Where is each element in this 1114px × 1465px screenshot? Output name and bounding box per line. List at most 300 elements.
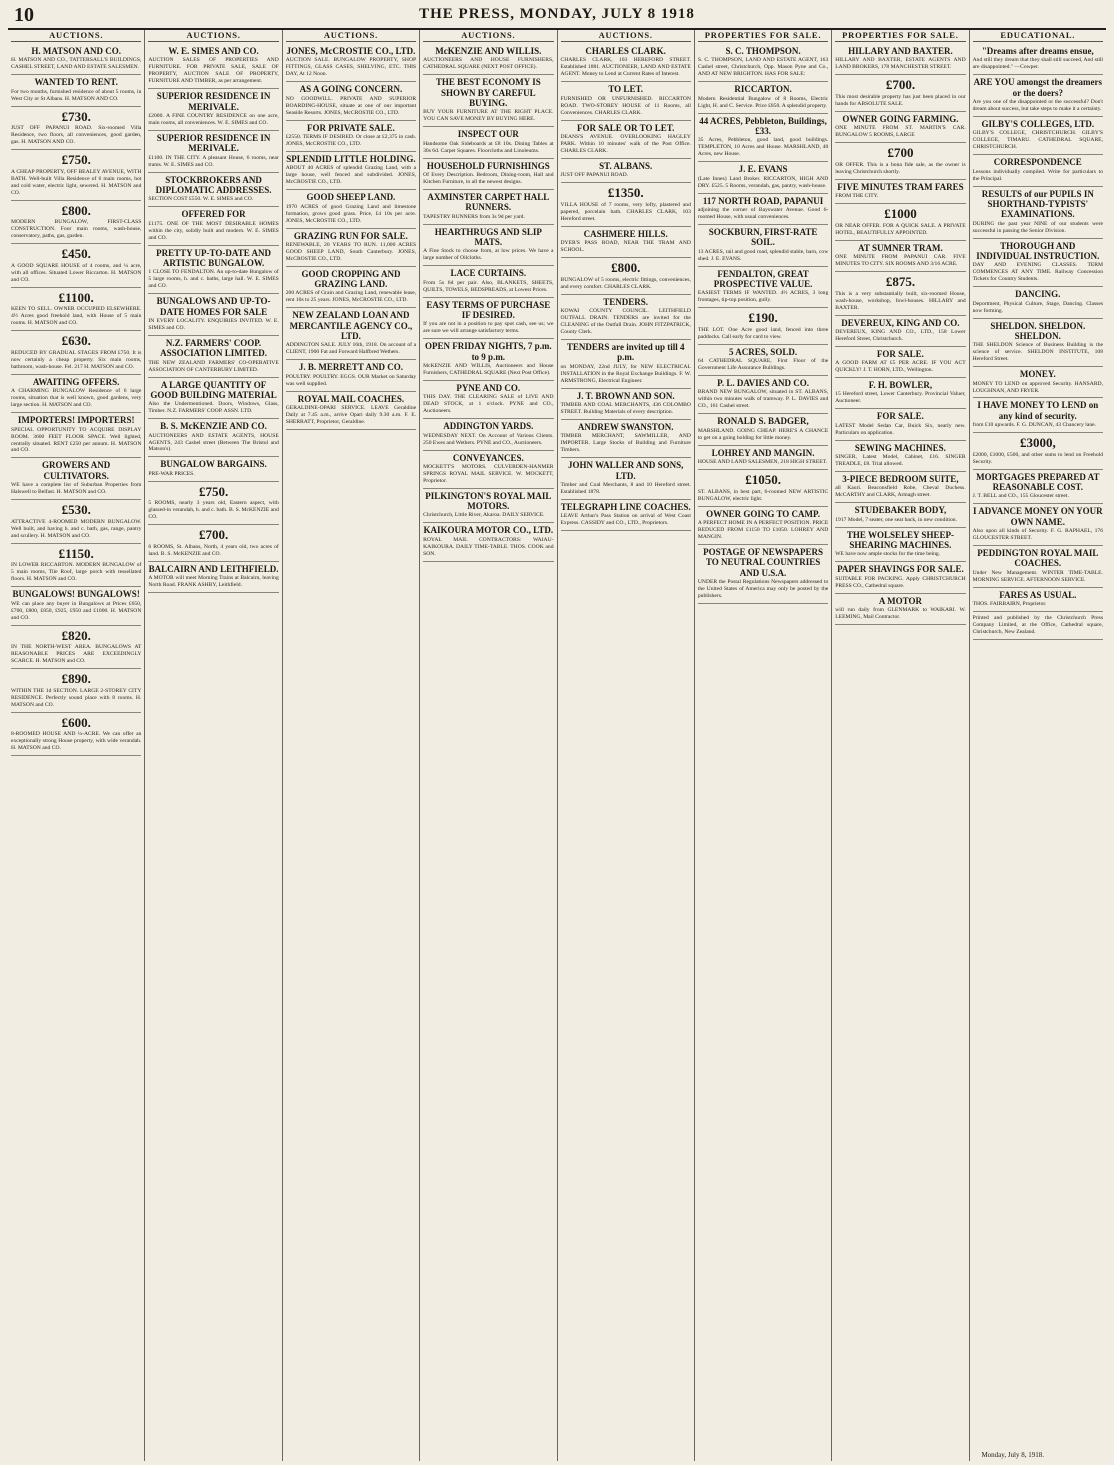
ad-heading: I HAVE MONEY TO LEND on any kind of security. <box>977 400 1099 421</box>
advertisement <box>423 489 553 524</box>
ad-heading: ROYAL MAIL COACHES. <box>297 393 405 404</box>
ad-price: £820. <box>61 627 91 643</box>
ad-heading: HOUSEHOLD FURNISHINGS <box>426 160 550 171</box>
ad-body: For two months, furnished residence of about 5 rooms, in West City or St Albans. H. MATSON AND CO. <box>11 88 142 102</box>
ad-heading: FOR SALE OR TO LET. <box>577 122 675 133</box>
masthead <box>8 4 1106 30</box>
advertisement <box>423 266 553 297</box>
advertisement <box>698 194 828 225</box>
ad-heading: A LARGE QUANTITY OF GOOD BUILDING MATERIAL <box>150 379 277 400</box>
advertisement <box>698 470 828 507</box>
ad-heading: ARE YOU amongst the dreamers or the doers? <box>973 77 1103 98</box>
ad-heading: THE BEST ECONOMY IS SHOWN BY CAREFUL BUYING. <box>435 77 541 108</box>
advertisement <box>835 347 965 378</box>
column-header: AUCTIONS. <box>148 30 278 42</box>
ad-body: TIMBER MERCHANT, SAWMILLER, AND IMPORTER. Large Stocks of Building and Furniture Timbers. <box>560 433 691 454</box>
ad-body: SINGER, Latest Model, Cabinet, £16. SINGER TREADLE, £8. Trial allowed. <box>835 454 966 468</box>
advertisement <box>973 367 1103 398</box>
advertisement <box>11 44 141 75</box>
ad-body: £2550. TERMS IF DESIRED. Or close at £2,375 in cash. JONES, McCROSTIE CO., LTD. <box>285 133 417 147</box>
ad-heading: S. C. THOMPSON. <box>725 46 801 56</box>
ad-body: ONE MINUTE FROM PAPANUI CAR. FIVE MINUTES TO CITY. SIX ROOMS AND 3/16 ACRE. <box>835 253 966 267</box>
advertisement <box>835 441 965 472</box>
ad-body: Are you one of the disappointed or the successful? Don't dream about success, but take steps to make it a certainty. <box>972 99 1103 112</box>
ad-body: DEVEREUX, KING AND CO., LTD., 158 Lower Hereford Street, Christchurch. <box>835 328 966 342</box>
ad-price: £750. <box>198 483 229 499</box>
advertisement <box>423 451 553 489</box>
advertisement <box>423 190 553 225</box>
ad-heading: PEDDINGTON ROYAL MAIL COACHES. <box>977 548 1099 569</box>
ad-body: MOCKETT'S MOTORS. CULVERDEN-HANMER SPRINGS ROYAL MAIL SERVICE. W. MOCKETT, Proprietor. <box>423 463 554 484</box>
ad-heading: PYNE AND CO. <box>456 382 521 393</box>
ad-body: 8-ROOMED HOUSE AND ¼-ACRE. We can offer an exceptionally strong House property, with wide verandah. H. MATSON and CO. <box>11 731 142 752</box>
advertisement <box>11 669 141 713</box>
footer-date: Monday, July 8, 1918. <box>981 1451 1044 1459</box>
ad-body: A Fine Stock to choose from, at low prices. We have a large number of Oilcloths. <box>423 248 554 262</box>
advertisement <box>698 308 828 345</box>
ad-body: WE have a complete list of Suburban Properties from Halswell to Belfast. H. MATSON and CO. <box>11 482 142 496</box>
ad-body: 6 ROOMS, St. Albans, North, 4 years old, two acres of land. B. S. McKENZIE and CO. <box>148 543 279 557</box>
ad-body: UNDER the Postal Regulations Newspapers addressed to the United States of America may only be posted by the publishers. <box>697 578 829 599</box>
ad-heading: HEARTHRUGS AND SLIP MATS. <box>434 226 542 247</box>
ad-body: £1175. ONE OF THE MOST DESIRABLE HOMES within the city, solidly built and modern. W. E. SIMES and CO. <box>148 220 279 241</box>
ad-body: (Late Innes) Land Broker. RICCARTON, HIGH AND DRY. £525. 5 Rooms, verandah, gas, pantry, wash-house. <box>697 175 829 189</box>
ad-body: A GOOD SQUARE HOUSE of 4 rooms, and ¼ acre, with all offices. Situated Lower Riccarton. H. MATSON and CO. <box>11 262 142 283</box>
ad-body: THE LOT. One Acre good land, fenced into three paddocks. Call early for card to view. <box>697 326 829 340</box>
advertisement <box>973 319 1103 368</box>
advertisement <box>973 187 1103 239</box>
ad-body: KEEN TO SELL. OWNER OCCUPIED ELSEWHERE. 4½ Acres good freehold land, with House of 5 main rooms. H. MATSON and CO. <box>11 306 142 327</box>
ad-body: FROM THE CITY. <box>835 193 879 200</box>
ad-heading: AS A GOING CONCERN. <box>299 84 403 95</box>
ad-body: IN THE NORTH-WEST AREA. BUNGALOWS AT REASONABLE PRICES ARE EXCEEDINGLY SCARCE. H. MATSON and CO. <box>11 644 142 665</box>
advertisement <box>11 107 141 151</box>
ad-body: £2000, £1000, £500, and other sums to lend on Freehold Security. <box>972 451 1103 465</box>
advertisement <box>423 75 553 127</box>
advertisement <box>973 287 1103 318</box>
ad-heading: W. E. SIMES AND CO. <box>168 46 259 56</box>
ad-heading: J. B. MERRETT AND CO. <box>298 362 403 373</box>
ad-body: KOWAI COUNTY COUNCIL. LEITHFIELD OUTFALL DRAIN. TENDERS are invited for the CLEANING of the Outfall Drain. JOHN FITZPATRICK, County Clerk. <box>560 307 691 335</box>
ad-body: WITHIN THE 1d SECTION. LARGE 2-STOREY CITY RESIDENCE. Perfectly sound place with 8 rooms. H. MATSON and CO. <box>11 687 142 708</box>
ad-price: £800. <box>61 202 91 218</box>
ad-body: SPECIAL OPPORTUNITY TO ACQUIRE DISPLAY ROOM. 3600 FEET FLOOR SPACE. Well lighted, centrally situated. RENT £250 per annum. H. MATSON and CO. <box>11 426 142 454</box>
advertisement <box>286 152 416 190</box>
newspaper-title: THE PRESS, MONDAY, JULY 8 1918 <box>419 6 695 22</box>
column-header: AUCTIONS. <box>11 30 141 42</box>
advertisement <box>561 227 691 258</box>
ad-heading: CHARLES CLARK. <box>585 46 666 56</box>
ad-body: MODERN BUNGALOW, FIRST-CLASS CONSTRUCTION. Four main rooms, wash-house, conservatory, paths, gas, garden. <box>11 219 142 240</box>
advertisement <box>148 457 278 481</box>
ad-heading: AWAITING OFFERS. <box>32 376 120 387</box>
ad-body: GILBY'S COLLEGE, CHRISTCHURCH. GILBY'S COLLEGE, TIMARU. CATHEDRAL SQUARE, CHRISTCHURCH. <box>972 130 1103 151</box>
advertisement <box>148 207 278 245</box>
advertisement <box>561 295 691 340</box>
ad-body: TIMBER AND COAL MERCHANTS, 436 COLOMBO STREET. Building Materials of every description. <box>560 401 691 415</box>
ad-heading: SEWING MACHINES. <box>854 442 946 453</box>
ad-body: WEDNESDAY NEXT. On Account of Various Clients. 250 Ewes and Wethers. PYNE and CO., Auctioneers. <box>423 432 554 446</box>
advertisement <box>423 44 553 75</box>
advertisement <box>148 482 278 526</box>
ad-body: 13 ACRES, rail and good road, splendid stable, barn, cow shed. J. E. EVANS. <box>697 248 829 262</box>
advertisement <box>835 562 965 593</box>
ad-heading: BALCAIRN AND LEITHFIELD. <box>148 563 279 574</box>
column-6 <box>694 30 831 1461</box>
ad-heading: TENDERS. <box>603 296 649 307</box>
column-1 <box>8 30 144 1461</box>
ad-body: 200 ACRES of Grain and Grazing Land, renewable lease, rent 10s to 25 years. JONES, McCROSTIE CO., LTD. <box>285 290 417 304</box>
advertisement <box>11 626 141 670</box>
advertisement <box>148 294 278 336</box>
ad-body: OR NEAR OFFER. FOR A QUICK SALE. A PRIVATE HOTEL, BEAUTIFULLY APPOINTED. <box>835 222 966 236</box>
ad-heading: 3-PIECE BEDROOM SUITE, <box>842 474 959 485</box>
ad-heading: GILBY'S COLLEGES, LTD. <box>981 118 1095 129</box>
ad-body: A CHEAP PROPERTY, OFF BEALEY AVENUE, WITH BATH. Well-built Villa Residence of 6 main rooms, hot and cold water, electric light, sewered. H. MATSON and CO. <box>11 168 142 196</box>
advertisement <box>973 117 1103 155</box>
advertisement <box>835 503 965 527</box>
ad-body: ST. ALBANS, in best part, 6-roomed NEW ARTISTIC BUNGALOW, electric light. <box>697 488 829 502</box>
advertisement <box>148 44 278 89</box>
ad-body: THIS DAY. THE CLEARING SALE of LIVE AND DEAD STOCK, at 1 o'clock. PYNE and CO., Auctioneers. <box>423 394 554 415</box>
ad-heading: ST. ALBANS. <box>599 160 653 171</box>
ad-heading: TENDERS are invited up till 4 p.m. <box>566 341 685 363</box>
ad-heading: JOHN WALLER AND SONS, LTD. <box>568 460 684 481</box>
ad-heading: OFFERED FOR <box>181 209 246 220</box>
advertisement <box>973 588 1103 612</box>
advertisement <box>698 545 828 604</box>
advertisement <box>286 82 416 120</box>
advertisement <box>148 336 278 378</box>
advertisement <box>835 472 965 503</box>
ad-price: £730. <box>61 108 91 124</box>
ad-body: IN LOWER RICCARTON. MODERN BUNGALOW of 5 main rooms, Tile Roof, large porch with tessellated floors. H. MATSON and CO. <box>11 562 142 583</box>
ad-body: ATTRACTIVE 4-ROOMED MODERN BUNGALOW. Well built, and having h. and c. bath, gas, range, pantry and scullery. H. MATSON and CO. <box>11 518 142 539</box>
ad-body: MARSHLAND. GOING CHEAP. HERE'S A CHANCE to get on a going holding for little money. <box>697 427 829 441</box>
advertisement <box>561 121 691 159</box>
advertisement <box>835 112 965 143</box>
ad-heading: 5 ACRES, SOLD. <box>729 346 798 357</box>
ad-body: adjoining the corner of Bayswater Avenue. Good 6-roomed House, with usual conveniences. <box>697 206 829 220</box>
ad-heading: J. E. EVANS <box>738 164 788 175</box>
ad-price: £700 <box>887 145 914 161</box>
advertisement <box>973 155 1103 186</box>
ad-body: WE can place any buyer in Bungalows at Prices £650, £700, £800, £850, £925, £950 and £1000. H. MATSON and CO. <box>11 600 142 621</box>
advertisement <box>11 413 141 458</box>
ad-heading: FIVE MINUTES TRAM FARES <box>837 181 964 192</box>
advertisement <box>11 544 141 588</box>
advertisement <box>148 89 278 131</box>
ad-heading: J. T. BROWN AND SON. <box>576 390 675 401</box>
ad-heading: CONVEYANCES. <box>452 452 524 463</box>
ad-body: ONE MINUTE FROM ST. MARTIN'S CAR. BUNGALOW 5 ROOMS, LARGE <box>835 125 966 139</box>
advertisement <box>423 159 553 190</box>
advertisement <box>973 546 1103 588</box>
ad-body: AUCTION SALES OF PROPERTIES AND FURNITURE. FOR PRIVATE SALE, SALE OF PROPERTY, AUCTION SALE OF PROPERTY, FURNITURE AND TIMBER, as per arrangement. <box>148 57 279 85</box>
ad-heading: H. MATSON AND CO. <box>31 46 121 56</box>
ad-heading: SUPERIOR RESIDENCE IN MERIVALE. <box>156 132 271 154</box>
ad-heading: LOHREY AND MANGIN. <box>711 447 815 458</box>
ad-price: £450. <box>61 246 91 262</box>
advertisement <box>835 241 965 272</box>
ad-heading: EASY TERMS OF PURCHASE IF DESIRED. <box>426 299 551 320</box>
ad-body: DAY AND EVENING CLASSES. TERM COMMENCES AT ANY TIME. Railway Concession Tickets for Country Students. <box>972 262 1103 283</box>
ad-heading: RONALD S. BADGER, <box>717 416 809 427</box>
advertisement <box>835 272 965 316</box>
columns <box>8 30 1106 1461</box>
ad-body: THE SHELDON Science of Business Building is the science of service. SHELDON INSTITUTE, 108 Hereford Street. <box>972 342 1103 363</box>
ad-body: ROYAL MAIL CONTRACTORS: WAIAU-KAIKOURA. DAILY TIME-TABLE. THOS. COOK and SON. <box>423 536 554 557</box>
ad-body: Printed and published by the Christchurch Press Company Limited, at the Office, Cathedral square, Christchurch, New Zealand. <box>972 615 1103 635</box>
ad-heading: PILKINGTON'S ROYAL MAIL MOTORS. <box>425 490 552 512</box>
ad-heading: BUNGALOW BARGAINS. <box>160 459 267 470</box>
ad-heading: NEW ZEALAND LOAN AND MERCANTILE AGENCY CO., LTD. <box>289 310 413 342</box>
ad-body: From 5s 6d per pair. Also, BLANKETS, SHEETS, QUILTS, TOWELS, BEDSPREADS, at Lowest Prices. <box>423 279 554 293</box>
advertisement <box>286 392 416 430</box>
advertisement <box>561 340 691 389</box>
advertisement <box>973 398 1103 433</box>
advertisement <box>286 229 416 267</box>
ad-body: HOUSE AND LAND SALESMEN, 218 HIGH STREET. <box>697 459 828 466</box>
advertisement <box>561 458 691 500</box>
ad-price: £1050. <box>745 472 781 487</box>
advertisement <box>835 143 965 180</box>
ad-heading: DANCING. <box>1015 289 1061 300</box>
advertisement <box>698 114 828 163</box>
advertisement <box>698 267 828 309</box>
ad-heading: SOCKBURN, FIRST-RATE SOIL. <box>708 226 818 248</box>
ad-heading: CORRESPONDENCE <box>993 157 1082 168</box>
ad-body: Christchurch, Little River, Akaroa. DAILY SERVICE. <box>423 512 545 519</box>
ad-body: CHARLES CLARK, 103 HEREFORD STREET. Established 1881. AUCTIONEER, LAND AND ESTATE AGENT. Money to Lend at Current Rates of Interest. <box>560 57 691 78</box>
ad-price: £700. <box>885 77 916 93</box>
ad-body: VILLA HOUSE of 7 rooms, very lofty, plastered and papered, porcelain bath. CHARLES CLARK, 103 Hereford street. <box>560 201 691 222</box>
ad-body: ABOUT 40 ACRES of splendid Grazing Land, with a large house, well fenced and subdivided. JONES, McCROSTIE CO., LTD. <box>285 165 417 186</box>
ad-body: 64 CATHEDRAL SQUARE, First Floor of the Government Life Assurance Buildings. <box>697 358 829 372</box>
ad-heading: PRETTY UP-TO-DATE AND ARTISTIC BUNGALOW. <box>156 247 271 268</box>
ad-heading: F. H. BOWLER, <box>868 380 933 391</box>
ad-heading: FOR SALE. <box>876 348 924 359</box>
ad-body: Deportment, Physical Culture, Stage, Dancing. Classes now forming. <box>972 300 1103 314</box>
ad-body: A GOOD FARM AT £5 PER ACRE. IF YOU ACT QUICKLY! J. T. HORN, LTD., Wellington. <box>835 360 966 374</box>
ad-body: MONEY TO LEND on approved Security. HANSARD, LOUGHNAN, AND FRYER. <box>972 380 1103 394</box>
advertisement <box>835 316 965 347</box>
ad-heading: POSTAGE OF NEWSPAPERS TO NEUTRAL COUNTRIES AND U.S.A. <box>703 546 823 578</box>
ad-heading: GROWERS AND CULTIVATORS. <box>42 460 111 481</box>
column-4 <box>419 30 556 1461</box>
ad-body: PRE-WAR PRICES. <box>148 470 195 477</box>
advertisement <box>11 713 141 757</box>
ad-heading: P. L. DAVIES AND CO. <box>717 378 809 389</box>
ad-body: If you are not in a position to pay spot cash, see us; we are sure we will arrange satisfactory terms. <box>423 321 554 335</box>
advertisement <box>973 504 1103 546</box>
column-header: PROPERTIES FOR SALE. <box>835 30 965 42</box>
advertisement <box>561 389 691 420</box>
ad-heading: MORTGAGES PREPARED AT REASONABLE COST. <box>976 471 1100 493</box>
ad-heading: CASHMERE HILLS. <box>583 228 668 239</box>
advertisement <box>11 288 141 332</box>
ad-heading: FOR SALE. <box>876 411 924 422</box>
ad-price: £875. <box>885 273 916 289</box>
ad-heading: AT SUMNER TRAM. <box>858 242 943 253</box>
ad-price: £800. <box>611 260 641 276</box>
advertisement <box>11 150 141 201</box>
ad-body: RENEWABLE, 20 YEARS TO RUN. 11,000 ACRES GOOD SHEEP LAND, South Canterbury. JONES, McCROSTIE CO., LTD. <box>285 241 417 262</box>
column-3 <box>282 30 419 1461</box>
advertisement <box>286 308 416 360</box>
ad-heading: IMPORTERS! IMPORTERS! <box>17 415 135 426</box>
ad-heading: TO LET. <box>608 84 644 95</box>
ad-heading: JONES, McCROSTIE CO., LTD. <box>286 46 416 56</box>
column-5 <box>557 30 694 1461</box>
ad-body: Under New Management. WINTER TIME-TABLE. MORNING SERVICE. AFTERNOON SERVICE. <box>972 569 1103 583</box>
ad-heading: BUNGALOWS AND UP-TO-DATE HOMES FOR SALE <box>156 296 271 317</box>
advertisement <box>286 44 416 82</box>
ad-body: £1100. IN THE CITY. A pleasant House, 6 rooms, near trams. W. E. SIMES and CO. <box>148 154 279 168</box>
ad-body: on MONDAY, 22nd JULY, for NEW ELECTRICAL INSTALLATION in the Royal Exchange Buildings. F. W. ARMSTRONG, Electrical Engineer. <box>560 363 691 384</box>
ad-heading: GOOD SHEEP LAND. <box>306 192 396 203</box>
ad-body: 5 ROOMS, nearly 3 years old, Eastern aspect, with glassed-in verandah, h. and c. bath. B. S. McKENZIE and CO. <box>148 500 279 521</box>
advertisement <box>698 414 828 445</box>
ad-body: THE NEW ZEALAND FARMERS' CO-OPERATIVE ASSOCIATION OF CANTERBURY LIMITED. <box>148 359 279 373</box>
advertisement <box>561 258 691 295</box>
advertisement <box>698 162 828 193</box>
ad-body: And still they dream that they shall still succeed, And still are disappointed." —Cowper. <box>972 57 1103 71</box>
ad-price: £1000 <box>884 206 917 222</box>
advertisement <box>698 507 828 545</box>
advertisement <box>835 204 965 241</box>
advertisement <box>973 433 1103 470</box>
ad-heading: STOCKBROKERS AND DIPLOMATIC ADDRESSES. <box>155 174 272 195</box>
advertisement <box>148 378 278 420</box>
advertisement <box>835 180 965 204</box>
ad-body: Also the Undermentioned. Doors, Windows, Glass, Timber. N.Z. FARMERS' COOP. ASSN. LTD. <box>148 401 279 415</box>
advertisement <box>148 246 278 295</box>
advertisement <box>698 376 828 414</box>
ad-price: £190. <box>748 310 778 326</box>
ad-price: £530. <box>61 502 91 518</box>
advertisement <box>973 75 1103 117</box>
ad-body: OR OFFER. This is a bona fide sale, as the owner is leaving Christchurch shortly. <box>835 161 966 175</box>
ad-body: Also upon all kinds of Security. F. G. RAPHAEL, 176 GLOUCESTER STREET. <box>972 528 1103 542</box>
ad-price: £1350. <box>607 185 644 201</box>
ad-heading: SPLENDID LITTLE HOLDING. <box>286 153 416 164</box>
ad-price: £630. <box>61 333 91 349</box>
advertisement <box>561 420 691 458</box>
ad-heading: AXMINSTER CARPET HALL RUNNERS. <box>427 191 550 213</box>
ad-heading: OWNER GOING FARMING. <box>842 113 959 124</box>
advertisement <box>148 562 278 593</box>
ad-heading: 117 NORTH ROAD, PAPANUI <box>702 195 824 206</box>
column-header: EDUCATIONAL. <box>973 30 1103 42</box>
ad-price: £3000, <box>1019 435 1056 451</box>
advertisement <box>835 44 965 75</box>
ad-heading: I ADVANCE MONEY ON YOUR OWN NAME. <box>972 506 1103 527</box>
ad-body: EASIEST TERMS IF WANTED. 4½ ACRES, 3 long frontages, tip-top position, gully. <box>697 290 829 304</box>
advertisement <box>835 75 965 112</box>
ad-body: DYER'S PASS ROAD, NEAR THE TRAM AND SCHOOL. <box>560 240 691 254</box>
ad-heading: LACE CURTAINS. <box>450 268 527 279</box>
advertisement <box>973 470 1103 505</box>
ad-heading: RESULTS of our PUPILS IN SHORTHAND-TYPISTS' EXAMINATIONS. <box>981 188 1094 220</box>
ad-heading: TELEGRAPH LINE COACHES. <box>560 501 691 512</box>
ad-body: FURNISHED OR UNFURNISHED. RICCARTON ROAD. TWO-STOREY HOUSE of 11 Rooms, all Conveniences. CHARLES CLARK. <box>560 95 691 116</box>
column-2 <box>144 30 281 1461</box>
ad-heading: GOOD CROPPING AND GRAZING LAND. <box>301 268 401 290</box>
ad-heading: INSPECT OUR <box>457 129 519 140</box>
ad-body: BUY YOUR FURNITURE AT THE RIGHT PLACE. YOU CAN SAVE MONEY BY BUYING HERE. <box>423 109 554 123</box>
ad-price: £1100. <box>58 289 94 305</box>
ad-price: £750. <box>61 152 91 168</box>
ad-body: SUITABLE FOR PACKING. Apply CHRISTCHURCH PRESS CO., Cathedral square. <box>835 575 966 589</box>
advertisement <box>148 131 278 173</box>
ad-body: Timber and Coal Merchants, 8 and 10 Hereford street. Established 1878. <box>560 481 691 495</box>
ad-body: will run daily from GLENMARK to WAIKARI. W. LEEMING, Mail Contractor. <box>835 607 966 621</box>
ad-heading: SHELDON. SHELDON. SHELDON. <box>990 320 1086 341</box>
ad-body: S. C. THOMPSON, LAND AND ESTATE AGENT, 163 Cashel street, Christchurch, Opp. Mason Pyne and Co., AND AT NEW BRIGHTON. HAS FOR SALE: <box>697 57 829 78</box>
ad-body: AUCTIONEERS AND ESTATE AGENTS, HOUSE AGENTS, 243 Cashel street (Between The Bristol and Matson's). <box>148 432 279 453</box>
advertisement <box>561 183 691 227</box>
ad-heading: OWNER GOING TO CAMP. <box>706 508 820 519</box>
advertisement <box>286 190 416 228</box>
advertisement <box>11 201 141 245</box>
ad-body: AUCTIONEERS AND HOUSE FURNISHERS, CATHEDRAL SQUARE (NEXT POST OFFICE). <box>423 57 554 71</box>
ad-heading: PAPER SHAVINGS FOR SALE. <box>837 564 964 575</box>
advertisement <box>835 378 965 409</box>
advertisement <box>423 127 553 158</box>
advertisement <box>698 82 828 113</box>
advertisement <box>11 500 141 544</box>
advertisement <box>698 44 828 82</box>
ad-body: SECTION COST £550. W. E. SIMES and CO. <box>148 196 254 203</box>
ad-heading: THOROUGH AND INDIVIDUAL INSTRUCTION. <box>976 240 1100 261</box>
ad-body: McKENZIE AND WILLIS, Auctioneers and House Furnishers, CATHEDRAL SQUARE (Next Post Office). <box>423 362 554 376</box>
ad-body: A CHARMING BUNGALOW Residence of 6 large rooms, situation that is well known, good gardens, very large section. H. MATSON and CO. <box>11 388 142 409</box>
ad-body: 15 Hereford street, Lower Canterbury. Provincial Valuer, Auctioneer. <box>835 391 966 405</box>
column-header: AUCTIONS. <box>561 30 691 42</box>
ad-body: DURING the past year NINE of our students were successful in passing the Senior Division. <box>972 220 1103 234</box>
ad-body: JUST OFF PAPANUI ROAD. <box>560 172 629 179</box>
ad-heading: FENDALTON, GREAT PROSPECTIVE VALUE. <box>713 268 813 289</box>
ad-body: Lessons individually compiled. Write for particulars to the Principal. <box>972 168 1103 182</box>
advertisement <box>423 523 553 561</box>
ad-heading: THE WOLSELEY SHEEP-SHEARING MACHINES. <box>846 529 954 551</box>
advertisement <box>423 225 553 267</box>
ad-heading: ADDINGTON YARDS. <box>443 421 534 432</box>
ad-body: REDUCED BY GRADUAL STAGES FROM £750. It is now certainly a cheap property. Six main rooms, bathroom, wash-house. Fel. 217 H. MATSON and CO. <box>11 349 142 370</box>
advertisement <box>423 381 553 419</box>
ad-body: from £10 upwards. F. G. DUNCAN, 43 Chancery lane. <box>972 422 1096 429</box>
advertisement <box>835 528 965 563</box>
ad-body: H. MATSON AND CO., TATTERSALL'S BUILDINGS, CASHEL STREET, LAND AND ESTATE SALESMEN. <box>11 57 142 71</box>
advertisement <box>286 360 416 391</box>
ad-heading: OPEN FRIDAY NIGHTS, 7 p.m. to 9 p.m. <box>425 341 552 362</box>
ad-body: Of Every Description. Bedroom, Dining-room, Hall and Kitchen Furniture, in all the newest designs. <box>423 171 554 185</box>
ad-body: This is a very substantially built, six-roomed House, wash-house, workshop, fowl-houses. HILLARY and BAXTER. <box>835 290 966 311</box>
column-header: AUCTIONS. <box>286 30 416 42</box>
ad-body: JUST OFF PAPANUI ROAD. Six-roomed Villa Residence, two floors, all conveniences, good garden, gas. H. MATSON AND CO. <box>11 125 142 146</box>
ad-heading: DEVEREUX, KING AND CO. <box>841 317 960 328</box>
advertisement <box>698 446 828 470</box>
advertisement <box>561 44 691 82</box>
ad-body: GERALDINE-OPARI SERVICE. LEAVE Geraldine Daily at 7.45 a.m., arrive Opari daily 9.30 a.m. F. E. SHERRATT, Proprietor, Geraldine. <box>285 405 417 426</box>
ad-body: Handsome Oak Sideboards at £8 10s. Dining Tables at 30s 6d. Carpet Squares. Floorcloths and Linoleums. <box>423 140 554 154</box>
advertisement <box>423 298 553 340</box>
ad-body: NO GOODWILL. PRIVATE AND SUPERIOR BOARDING-HOUSE, situate at one of our important Seaside Resorts. JONES, McCROSTIE CO., LTD. <box>285 95 417 116</box>
advertisement <box>973 612 1103 640</box>
advertisement <box>698 225 828 267</box>
ad-heading: BUNGALOWS! BUNGALOWS! <box>12 589 140 600</box>
